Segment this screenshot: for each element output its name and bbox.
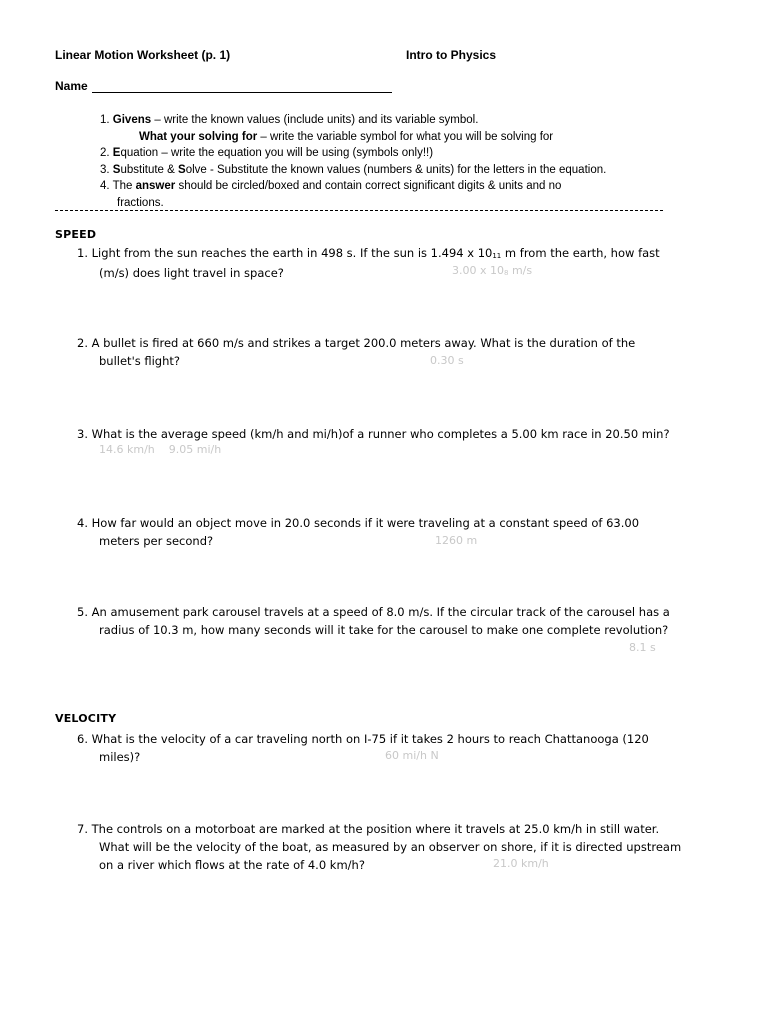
section-divider — [55, 210, 663, 211]
instruction-equation: 2. Equation – write the equation you will be using (symbols only!!) — [100, 147, 434, 159]
instruction-givens: 1. Givens – write the known values (include units) and its variable symbol. — [100, 114, 479, 126]
answer-7: 21.0 km/h — [493, 857, 549, 870]
section-speed: SPEED — [55, 228, 97, 241]
question-7: 7. The controls on a motorboat are marked at the position where it travels at 25.0 km/h in still water. What will be the velocity of the boat, as measured by an observer on shore, if it is directed upstream on a river which flows at the rate of 4.0 km/h? — [77, 822, 682, 872]
question-2: 2. A bullet is fired at 660 m/s and strikes a target 200.0 meters away. What is the duration of the bullet's flight? — [77, 336, 636, 368]
instruction-substitute-solve: 3. Substitute & Solve - Substitute the known values (numbers & units) for the letters in the equation. — [100, 163, 607, 176]
answer-1: 3.00 x $10_8$ m/s — [452, 264, 533, 277]
instruction-answer: 4. The answer should be circled/boxed and contain correct significant digits & units and no — [100, 180, 562, 192]
question-1: 1. Light from the sun reaches the earth in 498 s. If the sun is 1.494 x $10_{11}$ m from the earth, how fast (m/s) does light travel in space? — [77, 246, 660, 280]
section-velocity: VELOCITY — [55, 712, 117, 725]
name-label: Name — [55, 79, 88, 93]
instructions-list — [100, 112, 678, 211]
worksheet-title: Linear Motion Worksheet (p. 1) — [55, 48, 231, 62]
answer-4: 1260 m — [435, 534, 478, 547]
answer-5: 8.1 s — [629, 641, 656, 654]
instruction-answer-cont: fractions. — [117, 196, 164, 209]
name-blank-line — [92, 80, 392, 93]
answer-6: 60 mi/h N — [385, 749, 439, 762]
answer-3: 14.6 km/h 9.05 mi/h — [99, 443, 222, 456]
question-6: 6. What is the velocity of a car traveling north on I-75 if it takes 2 hours to reach Chattanooga (120 miles)? — [77, 732, 649, 764]
name-field — [55, 79, 392, 93]
question-4: 4. How far would an object move in 20.0 seconds if it were traveling at a constant speed of 63.00 meters per second? — [77, 516, 640, 548]
course-name: Intro to Physics — [406, 48, 497, 62]
question-3: 3. What is the average speed (km/h and mi/h)of a runner who completes a 5.00 km race in 20.50 min? — [77, 427, 670, 441]
answer-2: 0.30 s — [430, 354, 464, 367]
question-5: 5. An amusement park carousel travels at a speed of 8.0 m/s. If the circular track of the carousel has a radius of 10.3 m, how many seconds will it take for the carousel to make one complete revolution? — [77, 605, 670, 637]
instruction-solving-for: What your solving for – write the variable symbol for what you will be solving for — [139, 130, 554, 143]
